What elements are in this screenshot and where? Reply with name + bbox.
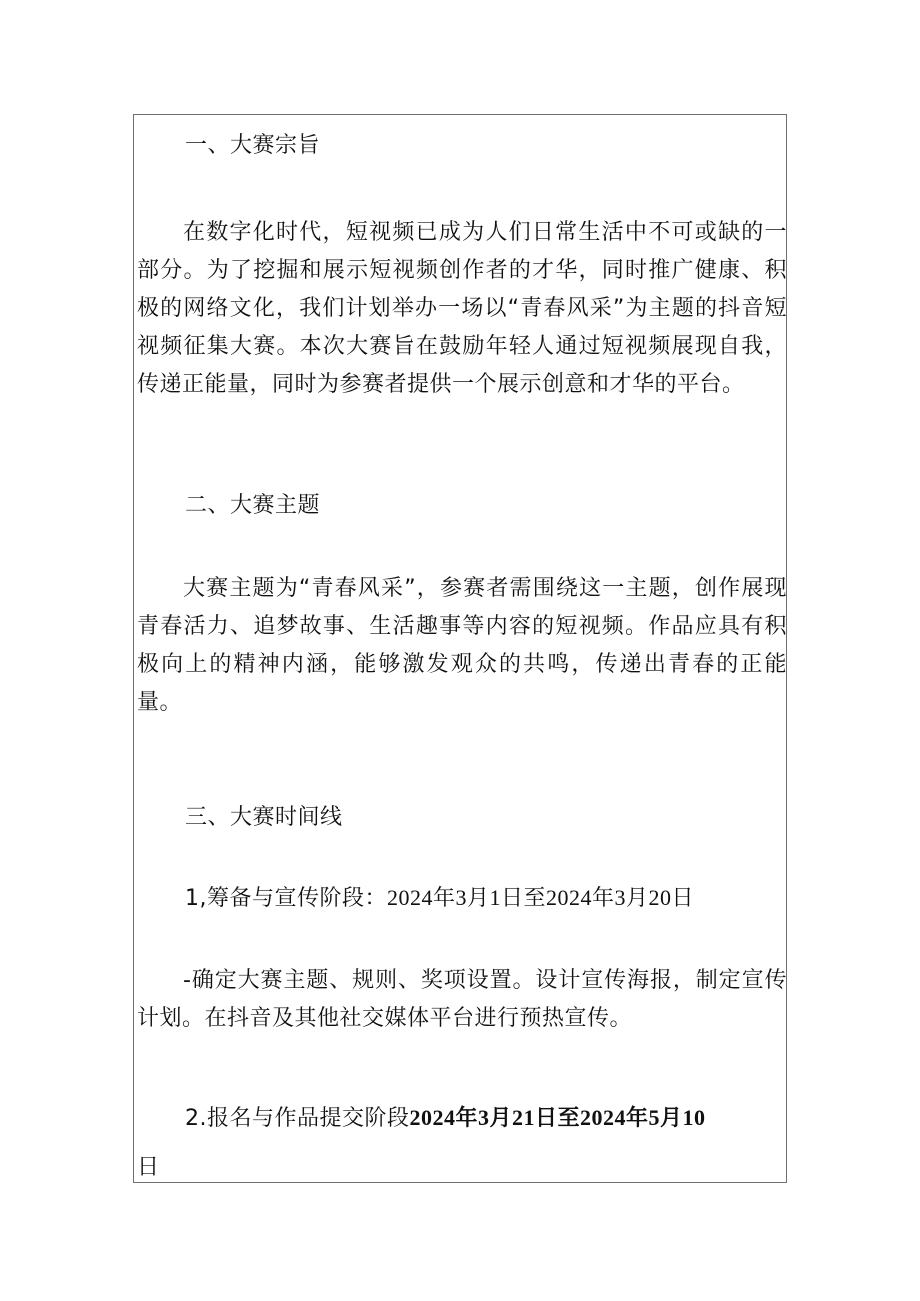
section-heading-timeline: 三、大赛时间线: [185, 805, 343, 830]
timeline-item-2-title: [185, 1100, 706, 1137]
timeline-item-2-date: 2024年3月21日至2024年5月10: [409, 1105, 706, 1130]
timeline-item-1-label: 1,筹备与宣传阶段：: [185, 886, 387, 911]
section-heading-theme: 二、大赛主题: [185, 493, 321, 518]
timeline-item-1-date: 2024年3月1日至2024年3月20日: [387, 885, 695, 910]
timeline-item-2-label: 2.报名与作品提交阶段: [185, 1106, 410, 1131]
section-paragraph-theme: 大赛主题为“青春风采”，参赛者需围绕这一主题，创作展现青春活力、追梦故事、生活趣事等内容的短视频。作品应具有积极向上的精神内涵，能够激发观众的共鸣，传递出青春的正能量。: [137, 576, 787, 715]
timeline-item-1-title: [185, 880, 694, 917]
section-heading-purpose: 一、大赛宗旨: [185, 133, 321, 158]
section-paragraph-purpose: 在数字化时代，短视频已成为人们日常生活中不可或缺的一部分。为了挖掘和展示短视频创作者的才华，同时推广健康、积极的网络文化，我们计划举办一场以“青春风采”为主题的抖音短视频征集大赛。本次大赛旨在鼓励年轻人通过短视频展现自我，传递正能量，同时为参赛者提供一个展示创意和才华的平台。: [137, 220, 787, 397]
timeline-item-1-description: -确定大赛主题、规则、奖项设置。设计宣传海报，制定宣传计划。在抖音及其他社交媒体平台进行预热宣传。: [137, 968, 787, 1031]
timeline-item-2-date-continuation: 日: [137, 1155, 160, 1180]
